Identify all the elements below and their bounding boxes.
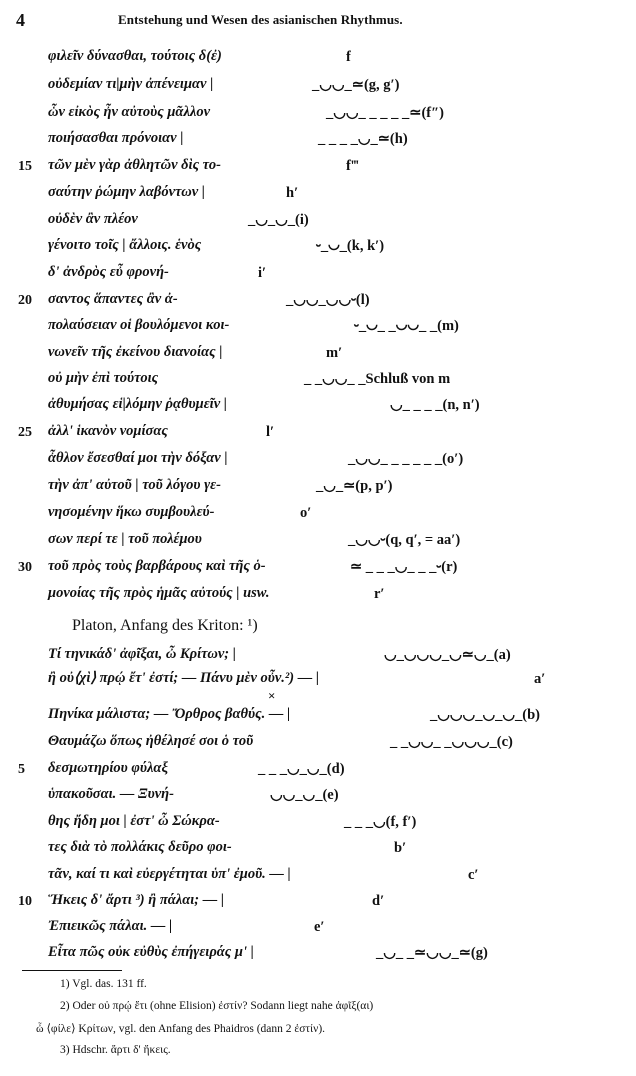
greek-text: σαντος ἅπαντες ἂν ἀ- [48, 291, 178, 307]
meter-notation: f‴ [346, 158, 359, 174]
meter-notation: _◡◡⏑(q, q′, = aa′) [348, 532, 461, 548]
greek-text: τῶν μὲν γὰρ ἀθλητῶν δὶς το- [48, 157, 221, 173]
text-line [0, 669, 636, 693]
text-line [0, 183, 636, 207]
text-line [0, 395, 636, 419]
text-line [0, 449, 636, 473]
text-line [0, 156, 636, 180]
text-line [0, 75, 636, 99]
greek-text: ἀλλ' ἱκανὸν νομίσας [48, 423, 168, 439]
page-number: 4 [16, 10, 25, 30]
meter-notation: _◡_≃(p, p′) [316, 478, 393, 494]
greek-text: τὴν ἀπ' αὐτοῦ | τοῦ λόγου γε- [48, 477, 221, 493]
meter-notation: _ _◡◡_ _◡◡◡_(c) [390, 734, 513, 750]
text-line [0, 645, 636, 669]
meter-notation: ◡_◡◡◡_◡≃◡_(a) [384, 647, 511, 663]
text-line [0, 369, 636, 393]
greek-text: ὑπακοῦσαι. — Ξυνή- [48, 786, 174, 802]
meter-notation: _ _◡◡_ _Schluß von m [304, 371, 451, 387]
text-line [0, 584, 636, 608]
meter-notation: l′ [266, 424, 275, 440]
text-line [0, 557, 636, 581]
greek-text: ἆθλον ἔσεσθαί μοι τὴν δόξαν | [48, 450, 228, 466]
text-line [0, 785, 636, 809]
line-number: 25 [18, 425, 32, 440]
meter-notation: i′ [258, 265, 267, 281]
greek-text: δ' ἀνδρὸς εὖ φρονή- [48, 264, 169, 280]
greek-text: νωνεῖν τῆς ἐκείνου διανοίας | [48, 344, 223, 360]
text-line [0, 812, 636, 836]
meter-notation: b′ [394, 840, 407, 856]
page-header [0, 0, 636, 36]
greek-text: γένοιτο τοῖς | ἄλλοις. ἑνὸς [48, 237, 202, 253]
text-line [0, 422, 636, 446]
text-line [0, 917, 636, 941]
greek-text: τᾶν, καί τι καὶ εὐεργέτηται ὑπ' ἐμοῦ. — | [48, 866, 291, 882]
greek-text: Ἐπιεικῶς πάλαι. — | [48, 918, 173, 934]
greek-text: ἢ οὐ⟨χὶ⟩ πρῴ ἔτ' ἐστί; — Πάνυ μὲν οὖν.²) — | [48, 670, 320, 686]
text-line [0, 476, 636, 500]
meter-notation: _◡◡◡_◡_◡_(b) [430, 707, 540, 723]
footnote-1: 1) Vgl. das. 131 ff. [60, 978, 147, 990]
text-line [0, 263, 636, 287]
greek-text: φιλεῖν δύνασθαι, τούτοις δ(ἐ) [48, 48, 222, 64]
text-line [0, 732, 636, 756]
greek-text: οὐδὲν ἂν πλέον [48, 211, 138, 227]
footnote-2-cont: ὦ ⟨φίλε⟩ Κρίτων, vgl. den Anfang des Phaidros (dann 2 ἐστίν). [36, 1023, 326, 1035]
text-line [0, 705, 636, 729]
text-line [0, 103, 636, 127]
line-number: 20 [18, 293, 32, 308]
greek-text: ἀθυμήσας εἱ|λόμην ῥᾳθυμεῖν | [48, 396, 227, 412]
greek-text: Τί τηνικάδ' ἀφῖξαι, ὦ Κρίτων; | [48, 646, 236, 662]
meter-notation: ◡_ _ _ _(n, n′) [390, 397, 480, 413]
greek-text: ποιήσασθαι πρόνοιαν | [48, 130, 184, 146]
meter-notation: ⏑_◡_(k, k′) [316, 238, 385, 254]
meter-notation: e′ [314, 919, 325, 935]
text-line [0, 838, 636, 862]
greek-text: οὐδεμίαν τι|μὴν ἀπένειμαν | [48, 76, 214, 92]
meter-notation: _◡◡_◡◡⏑(l) [286, 292, 370, 308]
meter-notation: c′ [468, 867, 479, 883]
greek-text: τοῦ πρὸς τοὺς βαρβάρους καὶ τῆς ὁ- [48, 558, 266, 574]
section-heading: Platon, Anfang des Kriton: ¹) [72, 617, 258, 634]
meter-notation: _ _ _◡(f, f′) [344, 814, 417, 830]
text-line [0, 759, 636, 783]
meter-notation: _◡◡_ _ _ _ _≃(f″) [326, 105, 444, 121]
meter-notation: m′ [326, 345, 343, 361]
greek-text: θης ἤδη μοι | ἐστ' ὦ Σώκρα- [48, 813, 220, 829]
meter-notation: _◡_ _≃◡◡_≃(g) [376, 945, 488, 961]
greek-text: τες διὰ τὸ πολλάκις δεῦρο φοι- [48, 839, 232, 855]
text-line [0, 236, 636, 260]
greek-text: σων περί τε | τοῦ πολέμου [48, 531, 202, 547]
meter-notation: f [346, 49, 351, 65]
meter-notation: d′ [372, 893, 385, 909]
meter-notation: ≃ _ _ _◡_ _ _⏑(r) [350, 559, 458, 575]
line-number: 5 [18, 762, 25, 777]
text-line [0, 503, 636, 527]
text-line [0, 129, 636, 153]
greek-text: νησομένην ἥκω συμβουλεύ- [48, 504, 215, 520]
text-line [0, 47, 636, 71]
meter-notation: _ _ _ _◡_≃(h) [318, 131, 408, 147]
line-number: 30 [18, 560, 32, 575]
greek-text: οὐ μὴν ἐπὶ τούτοις [48, 370, 159, 386]
footnote-2: 2) Oder οὐ πρῴ ἔτι (ohne Elision) ἐστίν? Sodann liegt nahe ἀφῖξ(αι) [60, 1000, 374, 1012]
text-line [0, 530, 636, 554]
line-number: 15 [18, 159, 32, 174]
text-line [0, 891, 636, 915]
meter-notation: a′ [534, 671, 546, 687]
text-line [0, 210, 636, 234]
meter-notation: _ _ _◡_◡_(d) [258, 761, 345, 777]
running-title: Entstehung und Wesen des asianischen Rhythmus. [118, 12, 403, 27]
meter-notation: _◡_◡_(i) [248, 212, 309, 228]
x-mark: × [268, 688, 276, 703]
meter-notation: _◡◡_≃(g, g′) [312, 77, 400, 93]
meter-notation: _◡◡_ _ _ _ _ _(o′) [348, 451, 464, 467]
meter-notation: o′ [300, 505, 312, 521]
greek-text: σαύτην ῥώμην λαβόντων | [48, 184, 205, 200]
text-line [0, 343, 636, 367]
line-number: 10 [18, 894, 32, 909]
meter-notation: r′ [374, 586, 385, 602]
greek-text: ὧν εἰκὸς ἦν αὐτοὺς μᾶλλον [48, 104, 210, 120]
text-line [0, 290, 636, 314]
greek-text: δεσμωτηρίου φύλαξ [48, 760, 168, 776]
meter-notation: ◡◡_◡_(e) [270, 787, 339, 803]
meter-notation: h′ [286, 185, 299, 201]
footnote-rule [22, 970, 122, 971]
meter-notation: ⏑_◡_ _◡◡_ _(m) [354, 318, 459, 334]
text-line [0, 865, 636, 889]
footnote-3: 3) Hdschr. ἄρτι δ' ἥκεις. [60, 1044, 171, 1056]
text-line [0, 943, 636, 967]
greek-text: Ἥκεις δ' ἄρτι ³) ἢ πάλαι; — | [48, 892, 225, 908]
greek-text: Θαυμάζω ὅπως ἠθέλησέ σοι ὁ τοῦ [48, 733, 254, 749]
text-line [0, 316, 636, 340]
greek-text: Πηνίκα μάλιστα; — Ὄρθρος βαθύς. — | [48, 706, 291, 722]
greek-text: πολαύσειαν οἱ βουλόμενοι κοι- [48, 317, 230, 333]
greek-text: Εἶτα πῶς οὐκ εὐθὺς ἐπήγειράς μ' | [48, 944, 254, 960]
greek-text: μονοίας τῆς πρὸς ἡμᾶς αὐτούς | usw. [48, 585, 270, 601]
